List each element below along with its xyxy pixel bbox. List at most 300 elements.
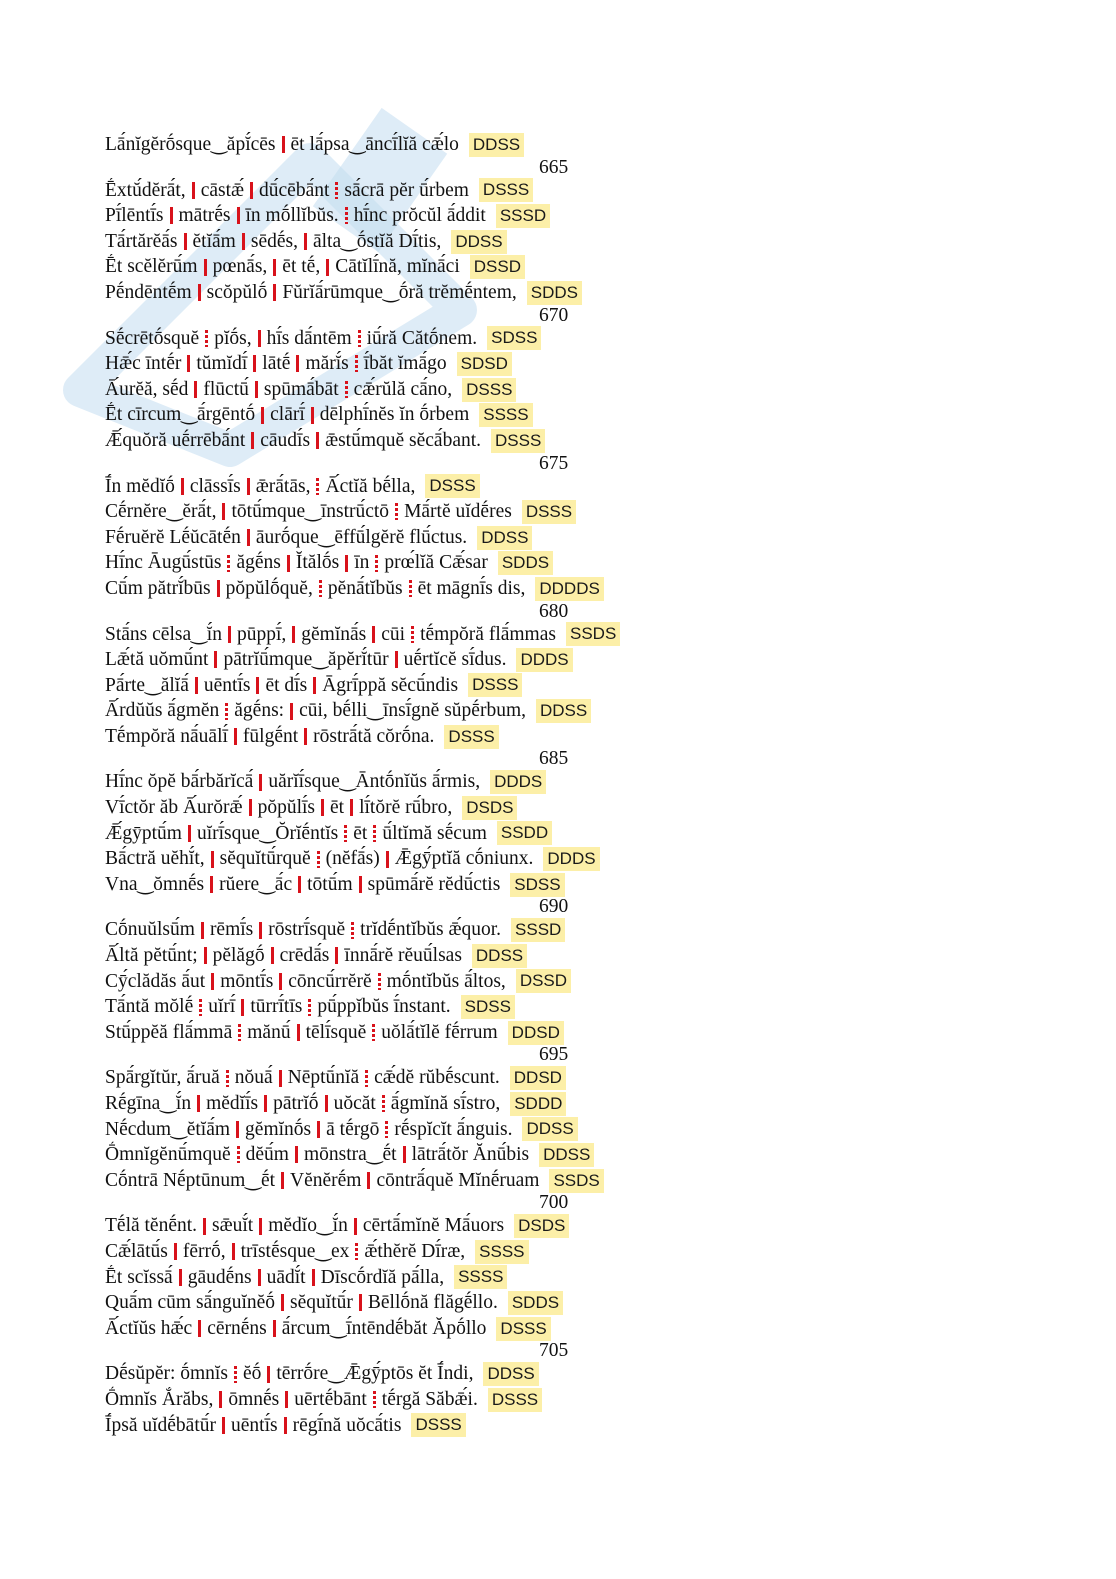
- verse-segment: cōncū́rrĕrĕ: [288, 970, 372, 992]
- line-number: 700: [539, 1192, 569, 1214]
- caesura-mark: [273, 1320, 276, 1337]
- caesura-mark: [385, 1121, 388, 1138]
- caesura-mark: [273, 284, 276, 301]
- verse-segment: mātrḗs: [178, 205, 231, 227]
- verse-segment: tḗmpŏră flā́mmas: [420, 623, 556, 645]
- verse-segment: Tḗmpŏră nā́uālī́: [105, 725, 228, 747]
- verse-segment: pĕlăgṓ: [212, 945, 265, 967]
- verse-group: [105, 474, 805, 622]
- caesura-mark: [365, 1070, 368, 1087]
- caesura-mark: [247, 529, 250, 546]
- verse-group: [105, 178, 805, 326]
- verse-segment: sĕquĭtū́r: [290, 1292, 353, 1314]
- meter-scheme-badge: DSSS: [491, 429, 545, 453]
- caesura-mark: [350, 799, 353, 816]
- verse-segment: tērrṓre‿Ǣgȳ́ptōs ĕt Ī́ndi,: [276, 1363, 474, 1385]
- caesura-mark: [345, 207, 348, 224]
- meter-scheme-badge: SSDS: [549, 1169, 603, 1193]
- meter-scheme-badge: SSDS: [566, 622, 620, 646]
- caesura-mark: [285, 1391, 288, 1408]
- meter-scheme-badge: DDSS: [469, 133, 524, 157]
- meter-scheme-badge: SSDD: [497, 821, 552, 845]
- verse-segment: Fŭrĭā́rūmque‿ṓră trĕmḗntem,: [282, 281, 517, 303]
- verse-segment: ū́ltĭmă sḗcum: [382, 822, 487, 844]
- verse-segment: Cṓntrā Nḗptūnum‿ḗt: [105, 1169, 276, 1191]
- verse-segment: pŏpŭlṓquĕ,: [225, 577, 313, 599]
- caesura-mark: [187, 355, 190, 372]
- verse-segment: cāstǣ́: [200, 179, 245, 201]
- caesura-mark: [214, 651, 217, 668]
- verse-segment: scŏpŭlṓ: [206, 281, 268, 303]
- meter-scheme-badge: DSDS: [514, 1214, 569, 1238]
- verse-segment: mănū́: [247, 1021, 291, 1043]
- verse-segment: crēdā́s: [279, 945, 330, 967]
- meter-scheme-badge: DDSD: [510, 1066, 566, 1090]
- verse-group: [105, 1065, 805, 1213]
- verse-line: [105, 576, 805, 602]
- verse-group: [105, 622, 805, 770]
- verse-segment: uēntī́s: [203, 674, 251, 696]
- line-number: 670: [539, 304, 569, 326]
- verse-segment: spūmā́bāt: [263, 378, 339, 400]
- verse-segment: Ĭtălṓs: [295, 552, 340, 574]
- caesura-mark: [264, 1095, 267, 1112]
- verse-segment: sĕquĭtū́rquĕ: [219, 848, 311, 870]
- verse-segment: rōstrā́tă cŏrṓna.: [313, 725, 435, 747]
- verse-line: [105, 795, 805, 821]
- verse-segment: Vī́ctŏr ăb Ā́urŏrǣ́: [105, 797, 243, 819]
- verse-segment: dū́cēbā́nt: [259, 179, 330, 201]
- line-number: 675: [539, 452, 569, 474]
- verse-segment: cāudī́s: [260, 429, 311, 451]
- line-number: 680: [539, 600, 569, 622]
- verse-line: [105, 1020, 805, 1046]
- caesura-mark: [351, 922, 354, 939]
- caesura-mark: [296, 355, 299, 372]
- verse-segment: clāssī́s: [189, 475, 241, 497]
- caesura-mark: [395, 503, 398, 520]
- verse-segment: Nēptū́nĭă: [287, 1067, 360, 1089]
- caesura-mark: [250, 182, 253, 199]
- caesura-mark: [198, 284, 201, 301]
- verse-line: [105, 525, 805, 551]
- verse-segment: uēntī́s: [231, 1414, 278, 1436]
- verse-segment: gāudḗns: [187, 1266, 252, 1288]
- caesura-mark: [259, 922, 262, 939]
- meter-scheme-badge: SDDD: [510, 1092, 566, 1116]
- verse-segment: lātrā́tŏr Ănū́bis: [411, 1144, 530, 1166]
- verse-segment: īnnā́rĕ rĕuū́lsas: [344, 945, 462, 967]
- caesura-mark: [382, 1095, 385, 1112]
- verse-segment: Ī́n mĕdĭṓ: [105, 475, 175, 497]
- caesura-mark: [279, 1070, 282, 1087]
- verse-segment: Vĕnĕrḗm: [290, 1169, 362, 1191]
- verse-segment: ǣ́thĕrĕ Dī́ræ,: [364, 1240, 466, 1262]
- verse-segment: cūi, bḗlli‿īnsī́gnĕ sŭpḗrbum,: [299, 700, 526, 722]
- caesura-mark: [258, 1269, 261, 1286]
- verse-segment: rḗspĭcĭt ā́nguis.: [394, 1118, 513, 1140]
- caesura-mark: [170, 207, 173, 224]
- caesura-mark: [403, 1146, 406, 1163]
- verse-segment: sēdḗs,: [250, 230, 298, 252]
- caesura-mark: [282, 136, 285, 153]
- verse-segment: Dīscṓrdĭă pā́lla,: [320, 1266, 445, 1288]
- verse-segment: ā tḗrgō: [326, 1118, 380, 1140]
- verse-segment: Tā́ntă mŏlḗ: [105, 996, 194, 1018]
- verse-segment: Pī́lēntī́s: [105, 205, 164, 227]
- verse-line: [105, 229, 805, 255]
- verse-line: [105, 132, 805, 158]
- verse-segment: gĕmĭnā́s: [301, 623, 367, 645]
- verse-line: [105, 698, 805, 724]
- caesura-mark: [199, 999, 202, 1016]
- verse-segment: Stā́ns cēlsa‿ĭ́n: [105, 623, 222, 645]
- caesura-mark: [259, 774, 262, 791]
- verse-segment: īn: [354, 552, 370, 574]
- verse-line: [105, 1168, 805, 1194]
- verse-group: [105, 1361, 805, 1438]
- meter-scheme-badge: DSSS: [468, 673, 522, 697]
- verse-segment: Hǣ́c īntḗr: [105, 353, 182, 375]
- verse-segment: Ī́psă uĭdḗbātū́r: [105, 1414, 217, 1436]
- verse-segment: pātrĭū́mque‿ăpĕrĭ́tūr: [223, 649, 389, 671]
- meter-scheme-badge: DDSS: [477, 526, 532, 550]
- caesura-mark: [195, 677, 198, 694]
- caesura-mark: [258, 330, 261, 347]
- caesura-mark: [372, 626, 375, 643]
- verse-group: [105, 769, 805, 917]
- caesura-mark: [184, 233, 187, 250]
- caesura-mark: [287, 555, 290, 572]
- verse-segment: cǣ́dĕ rŭbḗscunt.: [374, 1067, 500, 1089]
- verse-segment: pūppī́,: [236, 623, 287, 645]
- verse-segment: Vna‿ŏmnḗs: [105, 873, 205, 895]
- verse-line: [105, 1265, 805, 1291]
- verse-segment: Ḗxtŭ́dĕrā́t,: [105, 179, 186, 201]
- caesura-mark: [304, 728, 307, 745]
- verse-segment: Āgrī́ppă sĕcū́ndis: [322, 674, 459, 696]
- verse-line: [105, 1213, 805, 1239]
- caesura-mark: [242, 233, 245, 250]
- verse-line: [105, 769, 805, 795]
- verse-line: [105, 1117, 805, 1143]
- verse-segment: (nĕfā́s): [325, 848, 380, 870]
- verse-segment: Cātĭlī́nă, mĭnā́ci: [335, 256, 460, 278]
- caesura-mark: [234, 728, 237, 745]
- verse-line: [105, 499, 805, 525]
- verse-line: [105, 377, 805, 403]
- caesura-mark: [298, 876, 301, 893]
- verse-segment: Ā́ctĭă bḗlla,: [325, 475, 416, 497]
- verse-segment: Bēllṓnă flăgḗllo.: [367, 1292, 498, 1314]
- caesura-mark: [308, 999, 311, 1016]
- caesura-mark: [359, 1294, 362, 1311]
- caesura-mark: [312, 1269, 315, 1286]
- verse-segment: uŏcăt: [333, 1093, 376, 1114]
- caesura-mark: [409, 580, 412, 597]
- caesura-mark: [241, 999, 244, 1016]
- caesura-mark: [378, 973, 381, 990]
- verse-segment: ǣstū́mquĕ sĕcā́bant.: [325, 429, 482, 451]
- meter-scheme-badge: DSSS: [496, 1317, 550, 1341]
- caesura-mark: [326, 259, 329, 276]
- verse-segment: Pḗndēntḗm: [105, 281, 192, 303]
- caesura-mark: [345, 381, 348, 398]
- verse-line: [105, 428, 805, 454]
- verse-segment: ēt: [330, 797, 345, 819]
- caesura-mark: [321, 799, 324, 816]
- verse-segment: ēt dī́s: [265, 674, 308, 696]
- verse-segment: tḗrgă Săbǣ́i.: [381, 1388, 478, 1410]
- verse-segment: rŭere‿ā́c: [219, 873, 293, 895]
- caesura-mark: [372, 1024, 375, 1041]
- verse-segment: īn mṓllĭbŭs.: [245, 205, 339, 227]
- verse-segment: tūrrī́tīs: [250, 996, 303, 1018]
- meter-scheme-badge: DSSD: [470, 255, 525, 279]
- verse-group: [105, 326, 805, 474]
- verse-segment: rēgī́nă uŏcā́tis: [292, 1414, 402, 1436]
- verse-segment: fūlgḗnt: [242, 725, 299, 747]
- verse-segment: pū́ppĭbŭs ī́nstant.: [317, 996, 451, 1018]
- meter-scheme-badge: DDDDS: [535, 577, 603, 601]
- meter-scheme-badge: SSSS: [479, 403, 532, 427]
- caesura-mark: [354, 1218, 357, 1235]
- meter-scheme-badge: DSSS: [488, 1388, 542, 1412]
- meter-scheme-badge: DSSS: [479, 178, 533, 202]
- caesura-mark: [373, 1391, 376, 1408]
- caesura-mark: [255, 381, 258, 398]
- verse-segment: Mā́rtĕ uĭdḗres: [404, 501, 512, 523]
- verse-segment: Ḗt scĭssā́: [105, 1266, 173, 1288]
- meter-scheme-badge: SDSS: [487, 326, 541, 350]
- verse-segment: ăgḗns: [236, 552, 281, 574]
- meter-scheme-badge: DSSS: [411, 1413, 465, 1437]
- caesura-mark: [279, 973, 282, 990]
- caesura-mark: [234, 1366, 237, 1383]
- caesura-mark: [386, 851, 389, 868]
- caesura-mark: [297, 1024, 300, 1041]
- verse-line: [105, 917, 805, 943]
- caesura-mark: [395, 651, 398, 668]
- verse-line: [105, 1239, 805, 1265]
- caesura-mark: [335, 947, 338, 964]
- caesura-mark: [367, 1172, 370, 1189]
- caesura-mark: [194, 381, 197, 398]
- caesura-mark: [281, 1172, 284, 1189]
- verse-segment: Spā́rgĭtŭr, ā́ruă: [105, 1067, 220, 1089]
- caesura-mark: [188, 825, 191, 842]
- caesura-mark: [222, 1417, 225, 1434]
- meter-scheme-badge: DDDS: [543, 847, 599, 871]
- caesura-mark: [316, 432, 319, 449]
- meter-scheme-badge: DDDS: [516, 648, 572, 672]
- caesura-mark: [204, 947, 207, 964]
- meter-scheme-badge: DDSS: [539, 1143, 594, 1167]
- verse-segment: pātrĭṓ: [273, 1093, 319, 1114]
- verse-segment: ēt tḗ,: [282, 256, 321, 278]
- verse-segment: Stū́ppĕă flā́mmā: [105, 1021, 233, 1043]
- verse-line: [105, 474, 805, 500]
- verse-segment: hī́nc prŏcŭl ā́ddit: [353, 205, 486, 227]
- caesura-mark: [201, 922, 204, 939]
- verse-segment: Pā́rte‿ălĭā́: [105, 674, 189, 696]
- verse-segment: flūctū́: [203, 378, 249, 400]
- caesura-mark: [198, 1320, 201, 1337]
- verse-segment: nŏuā́: [234, 1067, 273, 1089]
- verse-segment: āurṓque‿ēffū́lgĕrĕ flū́ctus.: [255, 526, 468, 548]
- verse-segment: ǣrā́tās,: [255, 475, 311, 497]
- verse-line: [105, 203, 805, 229]
- line-number: 665: [539, 156, 569, 178]
- meter-scheme-badge: SSSS: [475, 1240, 528, 1264]
- verse-line: [105, 351, 805, 377]
- meter-scheme-badge: DSSS: [425, 474, 479, 498]
- caesura-mark: [358, 330, 361, 347]
- verse-segment: Cǣ́lātū́s: [105, 1240, 168, 1262]
- verse-segment: mōnstra‿ḗt: [303, 1144, 397, 1166]
- verse-line: [105, 994, 805, 1020]
- poem-text: [105, 132, 805, 1438]
- caesura-mark: [355, 355, 358, 372]
- verse-segment: uḗrtĭcĕ sī́dus.: [403, 649, 507, 671]
- verse-segment: Hī́nc Āugū́stūs: [105, 552, 222, 574]
- caesura-mark: [181, 478, 184, 495]
- caesura-mark: [203, 1218, 206, 1235]
- verse-line: [105, 550, 805, 576]
- verse-line: [105, 1065, 805, 1091]
- verse-segment: tēlī́squĕ: [305, 1021, 367, 1043]
- caesura-mark: [335, 182, 338, 199]
- caesura-mark: [238, 1024, 241, 1041]
- verse-segment: Cȳ́clădăs ā́ut: [105, 970, 206, 992]
- verse-line: [105, 647, 805, 673]
- verse-group: [105, 1213, 805, 1361]
- caesura-mark: [261, 407, 264, 424]
- caesura-mark: [290, 703, 293, 720]
- verse-segment: prœ́lĭă Cǣ́sar: [384, 552, 488, 574]
- verse-segment: Ā́urĕă, sḗd: [105, 378, 189, 400]
- caesura-mark: [192, 182, 195, 199]
- caesura-mark: [228, 626, 231, 643]
- caesura-mark: [227, 555, 230, 572]
- verse-group: [105, 132, 805, 178]
- verse-segment: Nḗcdum‿ĕtĭā́m: [105, 1118, 231, 1140]
- verse-line: [105, 402, 805, 428]
- verse-segment: Rḗgīna‿ĭ́n: [105, 1093, 192, 1114]
- verse-segment: ā́rcum‿ī́ntēndḗbăt Ăpṓllo: [281, 1317, 487, 1339]
- verse-segment: mōntī́s: [220, 970, 274, 992]
- verse-segment: Ā́rdŭŭs ā́gmĕn: [105, 700, 220, 722]
- caesura-mark: [273, 259, 276, 276]
- verse-segment: ālta‿ṓstĭă Dī́tis,: [312, 230, 442, 252]
- verse-line: [105, 622, 805, 648]
- meter-scheme-badge: DDSS: [536, 699, 591, 723]
- verse-line: [105, 178, 805, 204]
- verse-line: [105, 1290, 805, 1316]
- caesura-mark: [247, 478, 250, 495]
- verse-segment: clārī́: [270, 404, 305, 426]
- meter-scheme-badge: SDSS: [461, 995, 515, 1019]
- verse-segment: ēt lā́psa‿āncī́lĭă cǣ́lo: [290, 134, 459, 155]
- caesura-mark: [205, 330, 208, 347]
- caesura-mark: [311, 407, 314, 424]
- verse-segment: cērtā́mĭnĕ Mā́uors: [362, 1215, 505, 1237]
- verse-segment: Ḗt scĕlĕrū́m: [105, 256, 198, 278]
- verse-segment: ā́gmĭnă sī́stro,: [390, 1093, 501, 1114]
- verse-line: [105, 1413, 805, 1439]
- verse-segment: Bā́ctră uĕhĭ́t,: [105, 848, 205, 870]
- verse-segment: hī́s dā́ntēm: [266, 327, 352, 349]
- verse-segment: tōtū́m: [307, 873, 353, 895]
- verse-line: [105, 943, 805, 969]
- verse-segment: rōstrī́squĕ: [268, 919, 346, 941]
- caesura-mark: [281, 1294, 284, 1311]
- verse-line: [105, 1361, 805, 1387]
- verse-segment: pĭṓs,: [214, 327, 252, 349]
- caesura-mark: [210, 876, 213, 893]
- caesura-mark: [317, 1121, 320, 1138]
- meter-scheme-badge: DSSD: [516, 969, 571, 993]
- caesura-mark: [271, 947, 274, 964]
- verse-segment: Sḗcrētṓsquĕ: [105, 327, 200, 349]
- verse-segment: ōmnḗs: [228, 1388, 280, 1410]
- caesura-mark: [304, 233, 307, 250]
- caesura-mark: [256, 677, 259, 694]
- caesura-mark: [345, 555, 348, 572]
- meter-scheme-badge: DSDS: [462, 796, 517, 820]
- caesura-mark: [249, 799, 252, 816]
- caesura-mark: [375, 555, 378, 572]
- verse-line: [105, 673, 805, 699]
- caesura-mark: [284, 1417, 287, 1434]
- meter-scheme-badge: SDDS: [498, 551, 553, 575]
- meter-scheme-badge: DSSS: [462, 378, 516, 402]
- caesura-mark: [317, 851, 320, 868]
- verse-segment: ī́băt ĭmā́go: [363, 353, 447, 375]
- verse-segment: uărĭī́sque‿Āntṓnĭŭs ā́rmis,: [268, 771, 481, 793]
- caesura-mark: [225, 703, 228, 720]
- meter-scheme-badge: SDSD: [457, 352, 512, 376]
- caesura-mark: [217, 580, 220, 597]
- verse-segment: ăgḗns:: [234, 700, 285, 722]
- caesura-mark: [204, 259, 207, 276]
- meter-scheme-badge: SDSS: [510, 873, 564, 897]
- verse-segment: ĕṓ: [242, 1363, 262, 1385]
- verse-segment: dēlphī́nĕs ĭn ṓrbem: [319, 404, 470, 426]
- verse-segment: Cū́m pătrĭ́būs: [105, 577, 211, 599]
- verse-segment: tŭmĭdī́: [196, 353, 248, 375]
- caesura-mark: [411, 626, 414, 643]
- verse-segment: Ǣ́quŏră uḗrrēbā́nt: [105, 429, 246, 451]
- verse-segment: Ḗt cīrcum‿ā́rgēntṓ: [105, 404, 256, 426]
- verse-line: [105, 1316, 805, 1342]
- caesura-mark: [295, 1146, 298, 1163]
- caesura-mark: [222, 503, 225, 520]
- caesura-mark: [344, 825, 347, 842]
- verse-segment: lātḗ: [262, 353, 291, 375]
- caesura-mark: [211, 851, 214, 868]
- verse-segment: sā́crā pĕr ū́rbem: [344, 179, 469, 201]
- verse-line: [105, 1142, 805, 1168]
- caesura-mark: [325, 1095, 328, 1112]
- verse-segment: Ṓmnĭgĕnū́mquĕ: [105, 1144, 231, 1166]
- verse-segment: mĕdĭī́s: [206, 1093, 259, 1114]
- caesura-mark: [197, 1095, 200, 1112]
- caesura-mark: [237, 1146, 240, 1163]
- verse-segment: uŏlā́tĭlĕ fḗrrum: [381, 1021, 498, 1043]
- verse-segment: Ǣ́gȳptū́m: [105, 822, 182, 844]
- caesura-mark: [211, 973, 214, 990]
